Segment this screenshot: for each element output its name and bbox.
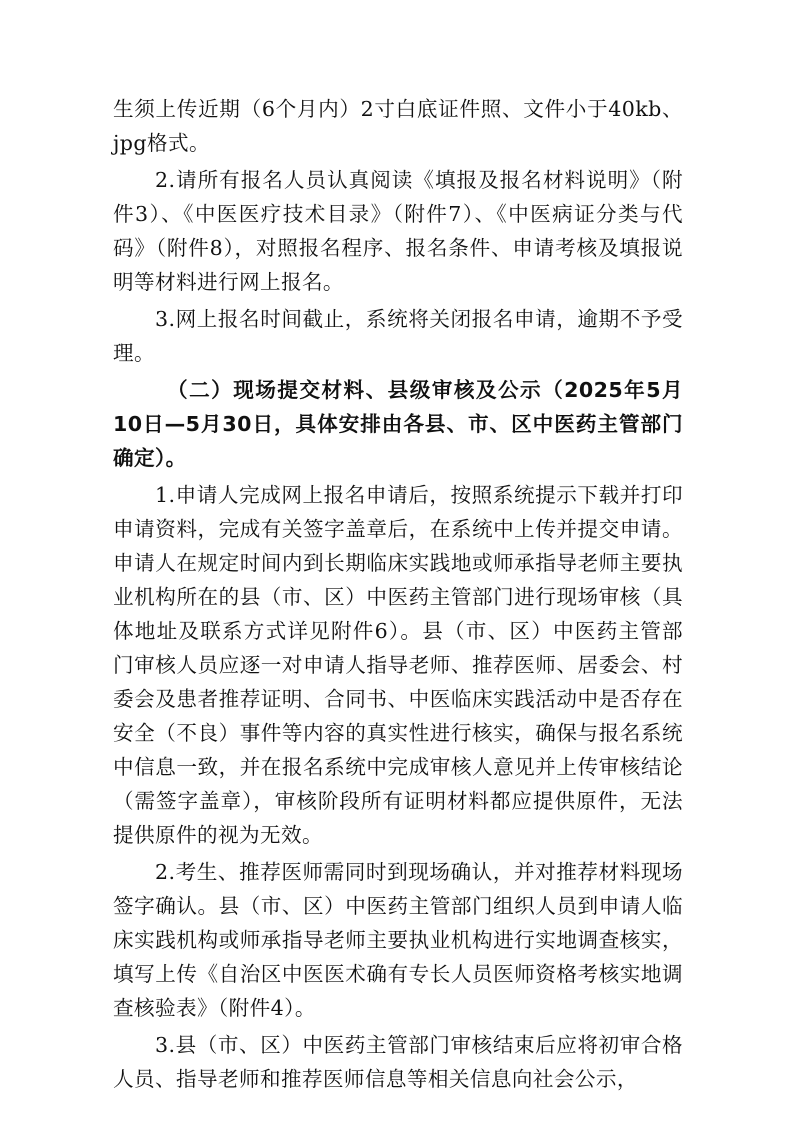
paragraph-public-notice: 3.县（市、区）中医药主管部门审核结束后应将初审合格人员、指导老师和推荐医师信息等相关信息向社会公示， [113, 1033, 683, 1091]
document-body [113, 92, 683, 1099]
section-heading-onsite-review: （二）现场提交材料、县级审核及公示（2025年5月10日—5月30日，具体安排由各县、市、区中医药主管部门确定）。 [113, 378, 683, 470]
paragraph-registration-deadline: 3.网上报名时间截止，系统将关闭报名申请，逾期不予受理。 [113, 307, 683, 365]
paragraph-photo-requirement: 生须上传近期（6个月内）2寸白底证件照、文件小于40kb、jpg格式。 [113, 97, 683, 155]
paragraph-onsite-submission: 1.申请人完成网上报名申请后，按照系统提示下载并打印申请资料，完成有关签字盖章后，在系统中上传并提交申请。申请人在规定时间内到长期临床实践地或师承指导老师主要执业机构所在的县（市、区）中医药主管部门进行现场审核（具体地址及联系方式详见附件6）。县（市、区）中医药主管部门审核人员应逐一对申请人指导老师、推荐医师、居委会、村委会及患者推荐证明、合同书、中医临床实践活动中是否存在安全（不良）事件等内容的真实性进行核实，确保与报名系统中信息一致，并在报名系统中完成审核人意见并上传审核结论（需签字盖章），审核阶段所有证明材料都应提供原件，无法提供原件的视为无效。 [113, 483, 683, 847]
paragraph-read-instructions: 2.请所有报名人员认真阅读《填报及报名材料说明》（附件3）、《中医医疗技术目录》（附件7）、《中医病证分类与代码》（附件8），对照报名程序、报名条件、申请考核及填报说明等材料进行网上报名。 [113, 168, 683, 294]
paragraph-onsite-confirmation: 2.考生、推荐医师需同时到现场确认，并对推荐材料现场签字确认。县（市、区）中医药主管部门组织人员到申请人临床实践机构或师承指导老师主要执业机构进行实地调查核实，填写上传《自治区中医医术确有专长人员医师资格考核实地调查核验表》（附件4）。 [113, 860, 683, 1020]
